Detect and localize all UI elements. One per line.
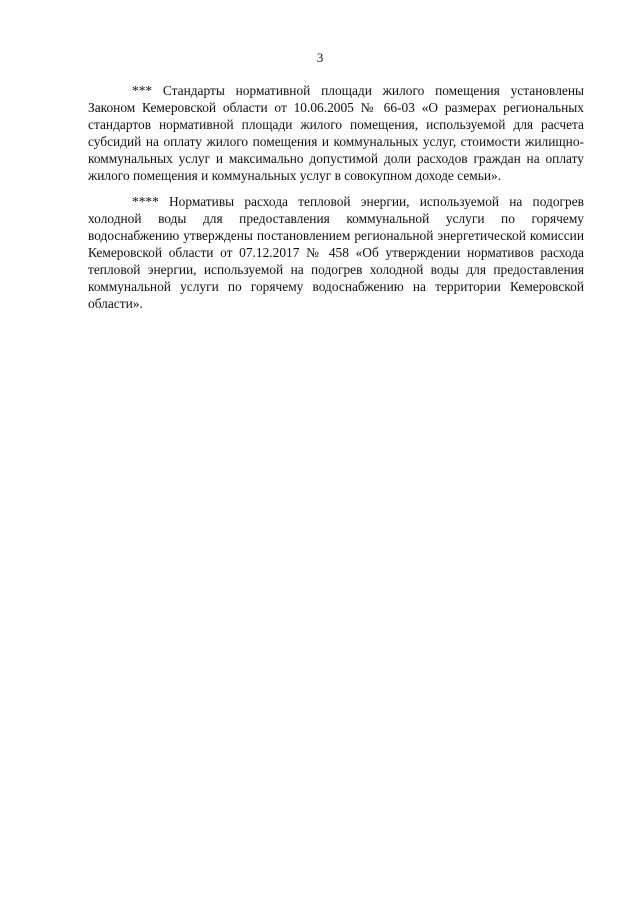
page-number: 3 — [316, 50, 324, 65]
footnotes-section — [88, 82, 584, 321]
footnote-standards-housing-area: *** Стандарты нормативной площади жилого помещения установлены Законом Кемеровской области от 10.06.2005 № 66-03 «О размерах региональных стандартов нормативной площади жилого помещения, используемой для расчета субсидий на оплату жилого помещения и коммунальных услуг, стоимости жилищно-коммунальных услуг и максимально допустимой доли расходов граждан на оплату жилого помещения и коммунальных услуг в совокупном доходе семьи». — [88, 83, 584, 183]
footnote-heat-energy-norms: **** Нормативы расхода тепловой энергии, используемой на подогрев холодной воды для предоставления коммунальной услуги по горячему водоснабжению утверждены постановлением региональной энергетической комиссии Кемеровской области от 07.12.2017 № 458 «Об утверждении нормативов расхода тепловой энергии, используемой на подогрев холодной воды для предоставления коммунальной услуги по горячему водоснабжению на территории Кемеровской области». — [88, 194, 584, 311]
